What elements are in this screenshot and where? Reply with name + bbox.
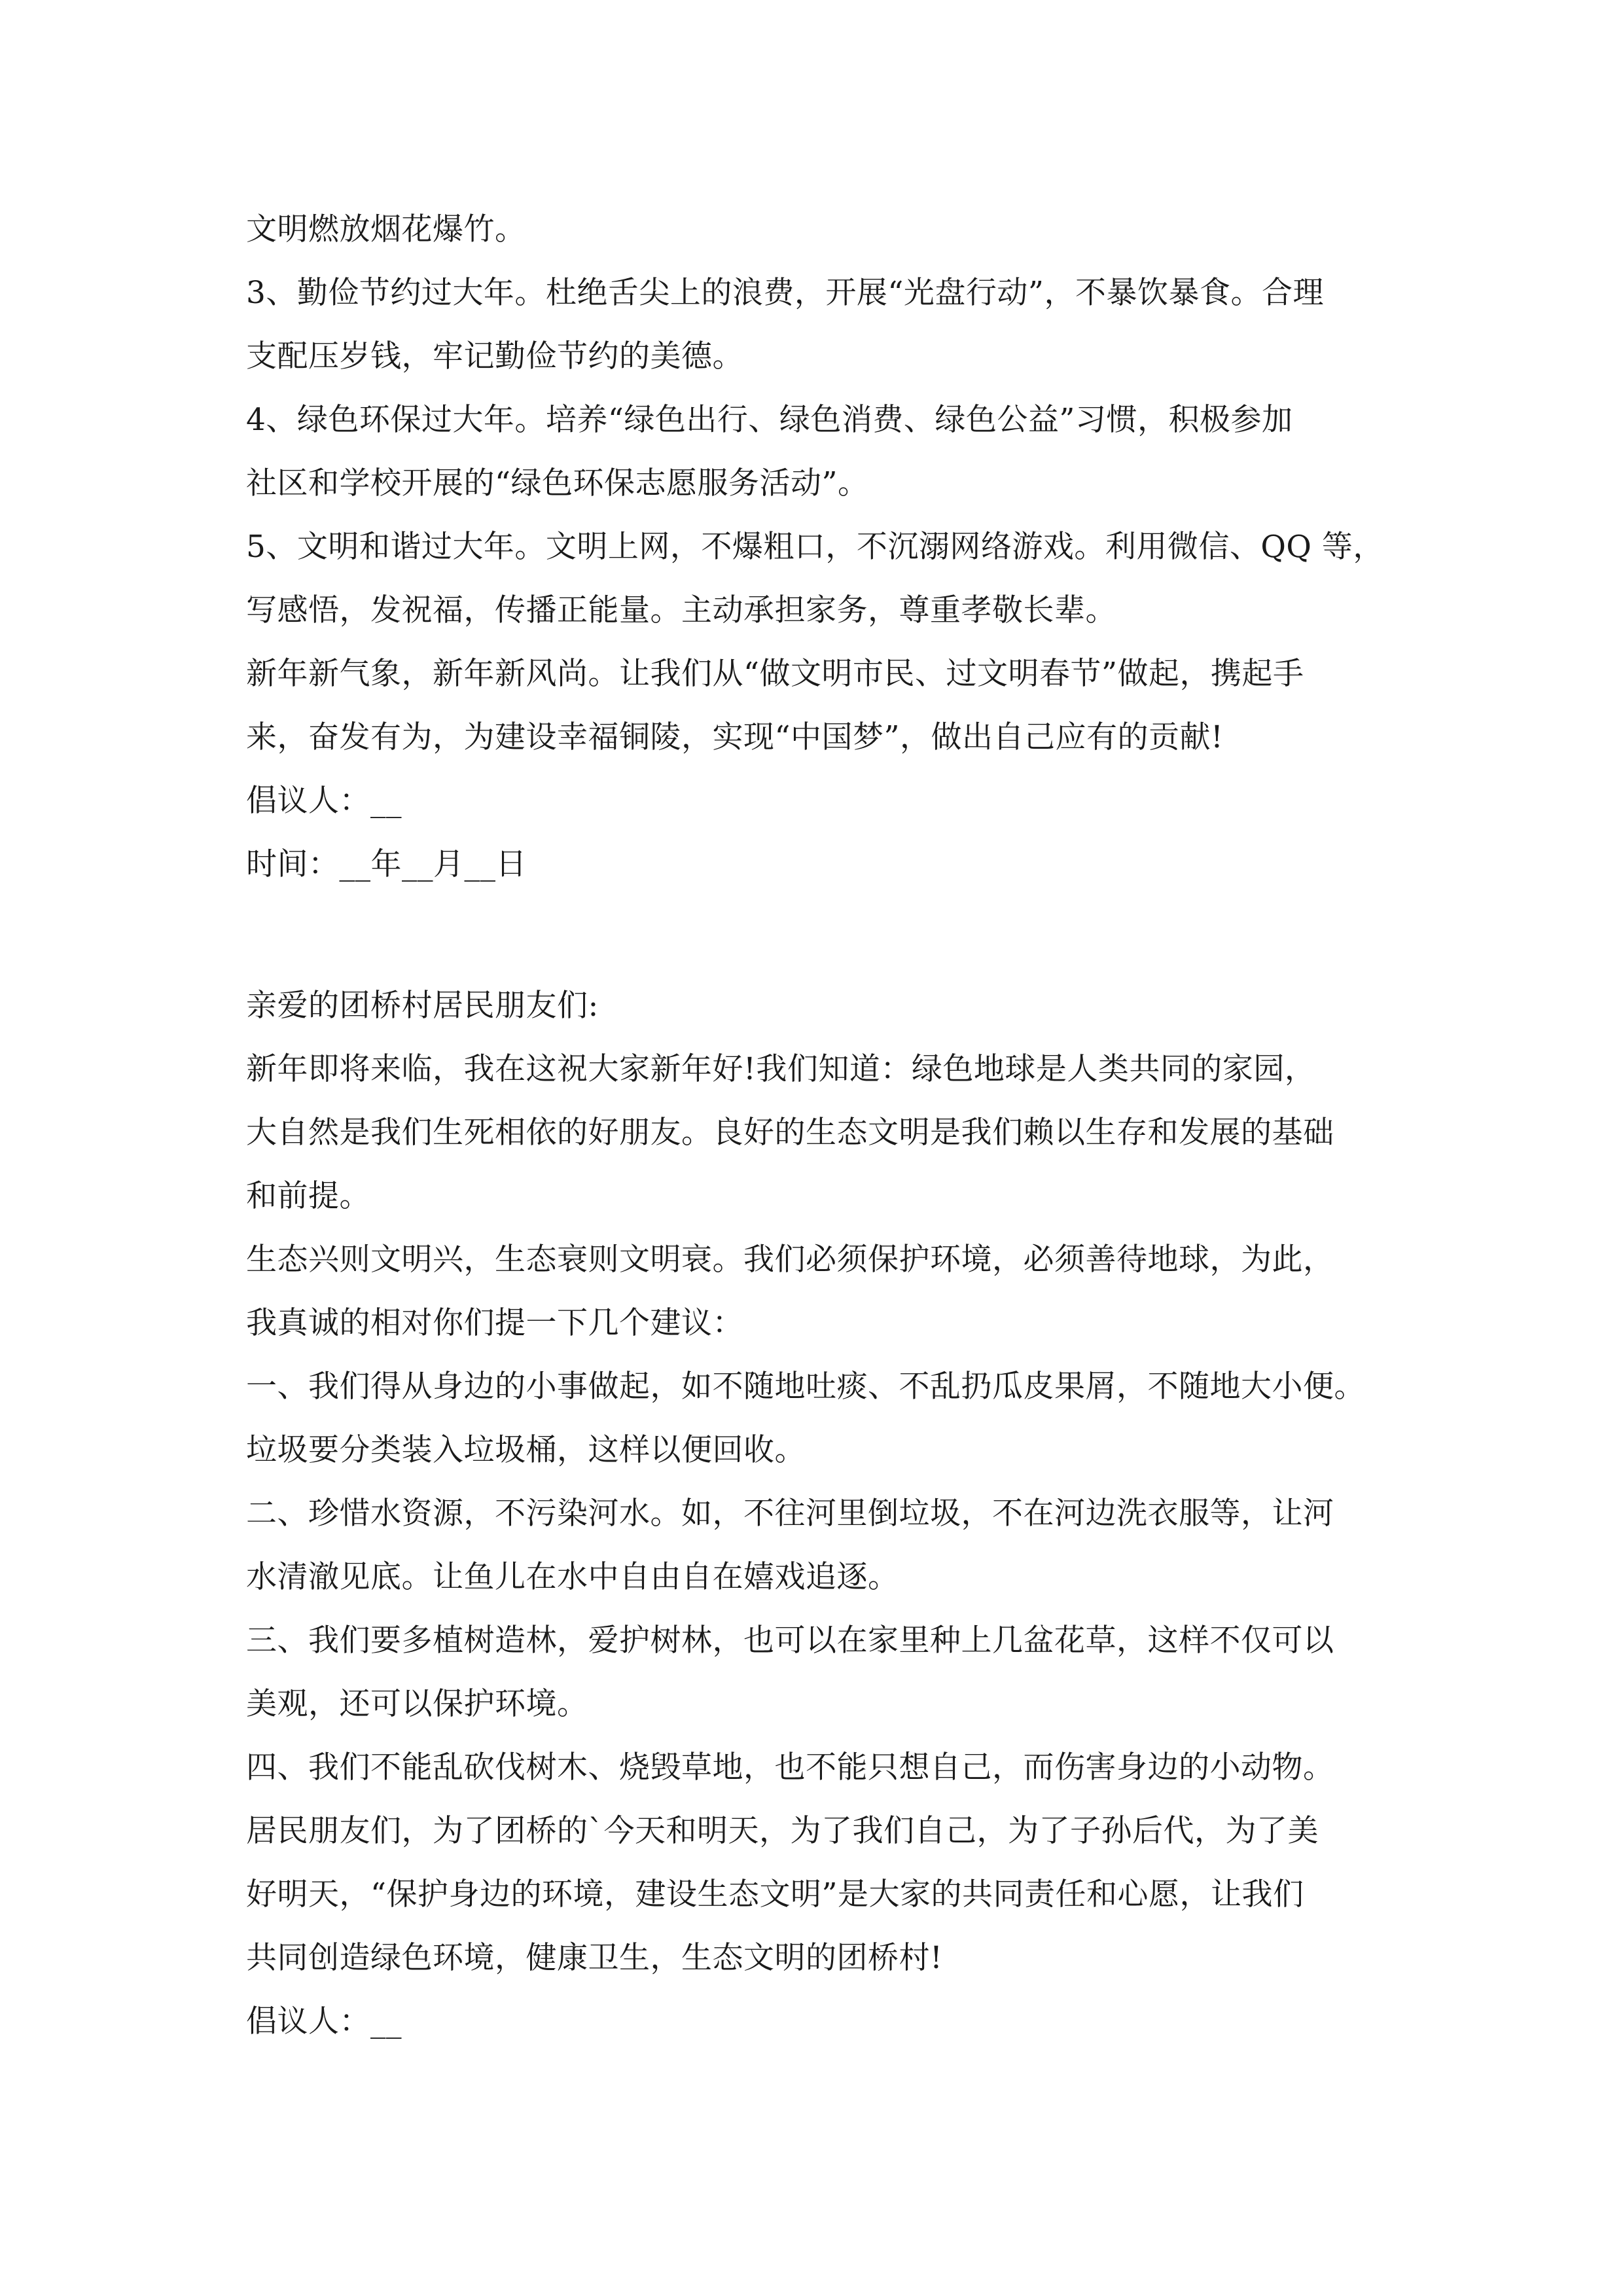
proposer-line: 倡议人：__ [246, 783, 402, 819]
proposal-section-ecological-civilization [246, 974, 1398, 2053]
text-line: 二、珍惜水资源，不污染河水。如，不往河里倒垃圾，不在河边洗衣服等，让河 [246, 1496, 1334, 1532]
text-line: 新年即将来临，我在这祝大家新年好!我们知道：绿色地球是人类共同的家园， [246, 1051, 1316, 1087]
text-line: 共同创造绿色环境，健康卫生，生态文明的团桥村! [246, 1940, 943, 1976]
text-line: 好明天，“保护身边的环境，建设生态文明”是大家的共同责任和心愿，让我们 [246, 1876, 1304, 1912]
text-line: 文明燃放烟花爆竹。 [246, 211, 526, 247]
text-line: 写感悟，发祝福，传播正能量。主动承担家务，尊重孝敬长辈。 [246, 592, 1116, 628]
date-line: 时间：__年__月__日 [246, 846, 527, 882]
text-line: 水清澈见底。让鱼儿在水中自由自在嬉戏追逐。 [246, 1559, 899, 1595]
proposer-line: 倡议人：__ [246, 2003, 402, 2039]
text-line: 5、文明和谐过大年。文明上网，不爆粗口，不沉溺网络游戏。利用微信、QQ 等， [246, 529, 1384, 565]
proposal-section-civilized-new-year [246, 198, 1398, 896]
text-line: 居民朋友们，为了团桥的`今天和明天，为了我们自己，为了子孙后代，为了美 [246, 1813, 1319, 1849]
text-line: 4、绿色环保过大年。培养“绿色出行、绿色消费、绿色公益”习惯，积极参加 [246, 402, 1293, 438]
text-line: 生态兴则文明兴，生态衰则文明衰。我们必须保护环境，必须善待地球，为此， [246, 1242, 1334, 1278]
text-line: 社区和学校开展的“绿色环保志愿服务活动”。 [246, 465, 869, 501]
salutation-line: 亲爱的团桥村居民朋友们: [246, 988, 599, 1024]
text-line: 大自然是我们生死相依的好朋友。良好的生态文明是我们赖以生存和发展的基础 [246, 1115, 1334, 1151]
text-line: 支配压岁钱，牢记勤俭节约的美德。 [246, 338, 743, 374]
text-line: 一、我们得从身边的小事做起，如不随地吐痰、不乱扔瓜皮果屑，不随地大小便。 [246, 1369, 1365, 1405]
text-line: 我真诚的相对你们提一下几个建议： [246, 1305, 743, 1341]
text-line: 和前提。 [246, 1178, 370, 1214]
text-line: 垃圾要分类装入垃圾桶，这样以便回收。 [246, 1432, 806, 1468]
text-line: 美观，还可以保护环境。 [246, 1686, 588, 1722]
text-line: 四、我们不能乱砍伐树木、烧毁草地，也不能只想自己，而伤害身边的小动物。 [246, 1749, 1334, 1785]
text-line: 新年新气象，新年新风尚。让我们从“做文明市民、过文明春节”做起，携起手 [246, 656, 1304, 692]
text-line: 来，奋发有为，为建设幸福铜陵，实现“中国梦”，做出自己应有的贡献! [246, 719, 1224, 755]
text-line: 3、勤俭节约过大年。杜绝舌尖上的浪费，开展“光盘行动”，不暴饮暴食。合理 [246, 275, 1324, 311]
text-line: 三、我们要多植树造林，爱护树林，也可以在家里种上几盆花草，这样不仅可以 [246, 1623, 1334, 1659]
